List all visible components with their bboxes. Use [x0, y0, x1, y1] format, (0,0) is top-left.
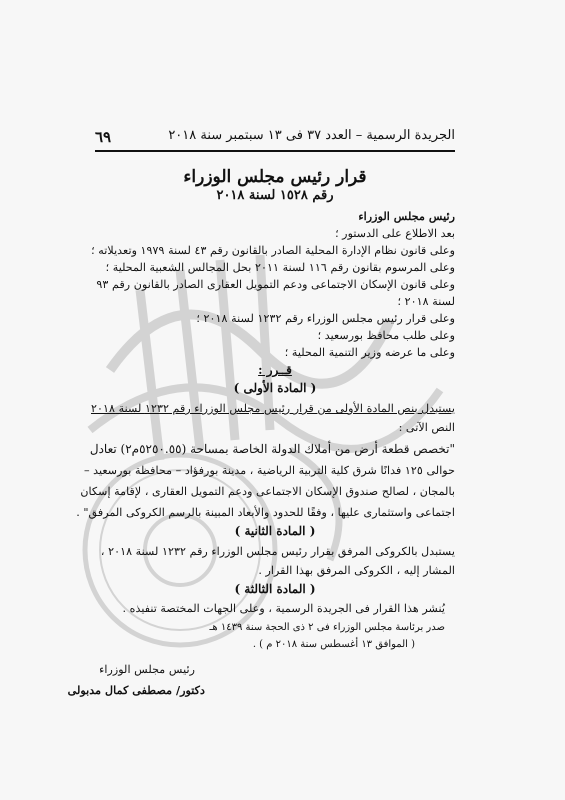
preamble-line: لسنة ٢٠١٨ ؛	[397, 295, 455, 308]
preamble-line: وعلى طلب محافظ بورسعيد ؛	[317, 329, 455, 342]
article-2-line: المشار إليه ، الكروكى المرفق بهذا القرار .	[258, 564, 455, 577]
article-1-title: ( المادة الأولى )	[233, 381, 317, 395]
article-1-line: يستبدل بنص المادة الأولى من قرار رئيس مجلس الوزراء رقم ١٢٣٢ لسنة ٢٠١٨	[91, 402, 455, 415]
preamble-line: وعلى المرسوم بقانون رقم ١١٦ لسنة ٢٠١١ بحل المجالس الشعبية المحلية ؛	[105, 261, 455, 274]
signature-title: رئيس مجلس الوزراء	[99, 663, 195, 676]
article-1-line: "تخصص قطعة أرض من أملاك الدولة الخاصة بمساحة (٥٢٥٠.٥٥م٢) تعادل	[89, 442, 455, 456]
article-1-line: النص الآتى :	[398, 421, 455, 434]
article-1-line: بالمجان ، لصالح صندوق الإسكان الاجتماعى ودعم التمويل العقارى ، لإقامة إسكان	[80, 485, 455, 498]
preamble-line: وعلى قانون نظام الإدارة المحلية الصادر بالقانون رقم ٤٣ لسنة ١٩٧٩ وتعديلاته ؛	[91, 244, 455, 257]
signature-name: دكتور/ مصطفى كمال مدبولى	[67, 683, 205, 697]
speaker: رئيس مجلس الوزراء	[358, 209, 455, 223]
preamble-line: وعلى قانون الإسكان الاجتماعى ودعم التمويل العقارى الصادر بالقانون رقم ٩٣	[96, 278, 455, 291]
article-1-line: حوالى ١٢٥ فدانًا شرق كلية التربية الرياضية ، مدينة بورفؤاد – محافظة بورسعيد –	[83, 464, 455, 477]
header-title: الجريدة الرسمية – العدد ٣٧ فى ١٣ سبتمبر سنة ٢٠١٨	[168, 128, 455, 143]
article-3-line: يُنشر هذا القرار فى الجريدة الرسمية ، وعلى الجهات المختصة تنفيذه .	[122, 602, 445, 615]
preamble-line: وعلى ما عرضه وزير التنمية المحلية ؛	[284, 346, 455, 359]
article-1-line: اجتماعى واستثمارى عليها ، وفقًا للحدود والأبعاد المبينة بالرسم الكروكى المرفق" .	[76, 506, 455, 519]
preamble-line: بعد الاطلاع على الدستور ؛	[335, 227, 455, 240]
issued-line: صدر برئاسة مجلس الوزراء فى ٢ ذى الحجة سنة ١٤٣٩ هـ	[209, 622, 445, 633]
issued-date: ( الموافق ١٣ أغسطس سنة ٢٠١٨ م ) .	[252, 639, 415, 650]
decree-title: قرار رئيس مجلس الوزراء	[183, 167, 367, 187]
article-2-line: يستبدل بالكروكى المرفق بقرار رئيس مجلس الوزراء رقم ١٢٣٢ لسنة ٢٠١٨ ،	[100, 545, 455, 558]
preamble-line: وعلى قرار رئيس مجلس الوزراء رقم ١٢٣٢ لسنة ٢٠١٨ ؛	[196, 312, 455, 325]
page-header	[95, 128, 455, 152]
page-number: ٦٩	[95, 128, 112, 146]
article-2-title: ( المادة الثانية )	[234, 524, 316, 538]
article-3-title: ( المادة الثالثة )	[234, 582, 316, 596]
decided-heading: قــرر :	[258, 363, 292, 377]
decree-number: رقم ١٥٢٨ لسنة ٢٠١٨	[216, 188, 334, 203]
